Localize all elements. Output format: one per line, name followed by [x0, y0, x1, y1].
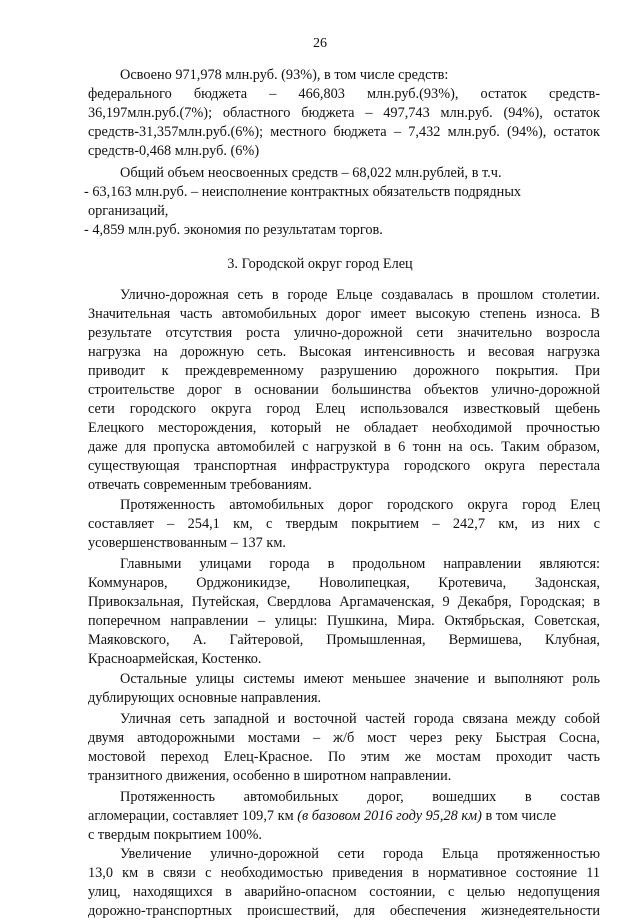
text-line: Значительная часть автомобильных дорог имеет высокую степень износа. В	[88, 306, 600, 322]
page-number: 26	[313, 36, 327, 51]
text-line: федерального бюджета – 466,803 млн.руб.(93%), остаток средств-	[88, 86, 600, 102]
text-line: - 63,163 млн.руб. – неисполнение контрактных обязательств подрядных	[84, 184, 522, 200]
text-line: 36,197млн.руб.(7%); областного бюджета – 497,743 млн.руб. (94%), остаток	[88, 105, 600, 121]
text-line: отвечать современным требованиям.	[88, 477, 312, 493]
text-line: Главными улицами города в продольном направлении являются:	[120, 556, 600, 572]
text-line: дублирующих основные направления.	[88, 690, 322, 706]
text-line: существующая транспортная инфраструктура городского округа перестала	[88, 458, 600, 474]
section-title: 3. Городской округ город Елец	[227, 256, 413, 272]
text-line: Протяженность автомобильных дорог, вошедших в состав	[120, 789, 600, 805]
text-line: Освоено 971,978 млн.руб. (93%), в том числе средств:	[120, 67, 449, 83]
text-line: транзитного движения, особенно в широтном направлении.	[88, 768, 452, 784]
paragraph-5	[88, 710, 600, 786]
text-line: улиц, находящихся в аварийно-опасном состоянии, с целью недопущения	[88, 884, 600, 900]
text-line: двумя автодорожными мостами – ж/б мост через реку Быстрая Сосна,	[88, 730, 600, 746]
text-line: составляет – 254,1 км, с твердым покрытием – 242,7 км, из них с	[88, 516, 600, 532]
text-line: строительстве дорог в основании большинства объектов улично-дорожной	[88, 382, 600, 398]
italic-note: (в базовом 2016 году 95,28 км)	[297, 808, 482, 824]
text-line: средств-31,357млн.руб.(6%); местного бюджета – 7,432 млн.руб. (94%), остаток	[88, 124, 600, 140]
text-line	[88, 807, 600, 826]
text-line: результате отсутствия роста улично-дорожной сети значительно возросла	[88, 325, 600, 341]
text-line: средств-0,468 млн.руб. (6%)	[88, 143, 260, 159]
text-line: поперечном направлении – улицы: Пушкина, Мира. Октябрьская, Советская,	[88, 613, 600, 629]
text-line: приводит к преждевременному разрушению дорожного покрытия. При	[88, 363, 600, 379]
text-line: Красноармейская, Костенко.	[88, 651, 262, 667]
paragraph-6	[88, 788, 600, 845]
paragraph-4	[88, 670, 600, 708]
text-line: организаций,	[88, 203, 169, 219]
text-line: даже для пропуска автомобилей с нагрузкой в 6 тонн на ось. Таким образом,	[88, 439, 600, 455]
text-line: Протяженность автомобильных дорог городского округа город Елец	[120, 497, 600, 513]
text-line: - 4,859 млн.руб. экономия по результатам торгов.	[84, 222, 383, 238]
text-segment: в том числе	[481, 808, 557, 824]
text-line: усовершенствованным – 137 км.	[88, 535, 286, 551]
text-line: сети городского округа город Елец использовался известковый щебень	[88, 401, 600, 417]
paragraph-3	[88, 555, 600, 669]
text-line: Увеличение улично-дорожной сети города Ельца протяженностью	[120, 846, 600, 862]
paragraph-1	[88, 286, 600, 495]
text-segment: агломерации, составляет 109,7 км	[88, 808, 298, 824]
text-line: 13,0 км в связи с необходимостью приведения в нормативное состояние 11	[88, 865, 600, 881]
text-line: Остальные улицы системы имеют меньшее значение и выполняют роль	[120, 671, 600, 687]
text-line: Общий объем неосвоенных средств – 68,022 млн.рублей, в т.ч.	[120, 165, 502, 181]
text-line: Маяковского, А. Гайтеровой, Промышленная, Вермишева, Клубная,	[88, 632, 600, 648]
paragraph-2	[88, 496, 600, 553]
text-line: Коммунаров, Орджоникидзе, Новолипецкая, Кротевича, Задонская,	[88, 575, 600, 591]
text-line: с твердым покрытием 100%.	[88, 827, 262, 843]
text-line: Елецкого месторождения, который не обладает необходимой прочностью	[88, 420, 600, 436]
text-line: Улично-дорожная сеть в городе Ельце создавалась в прошлом столетии.	[120, 287, 600, 303]
paragraph-7	[88, 845, 600, 921]
text-line: дорожно-транспортных происшествий, для обеспечения жизнедеятельности	[88, 903, 600, 919]
text-line: Привокзальная, Путейская, Свердлова Аргамаченская, 9 Декабря, Городская; в	[88, 594, 600, 610]
text-line: нагрузка на дорожную сеть. Высокая интенсивность и весовая нагрузка	[88, 344, 600, 360]
intro-block	[84, 66, 600, 240]
text-line: мостовой переход Елец-Красное. По этим же мостам проходит часть	[88, 749, 600, 765]
text-line: Уличная сеть западной и восточной частей города связана между собой	[120, 711, 600, 727]
